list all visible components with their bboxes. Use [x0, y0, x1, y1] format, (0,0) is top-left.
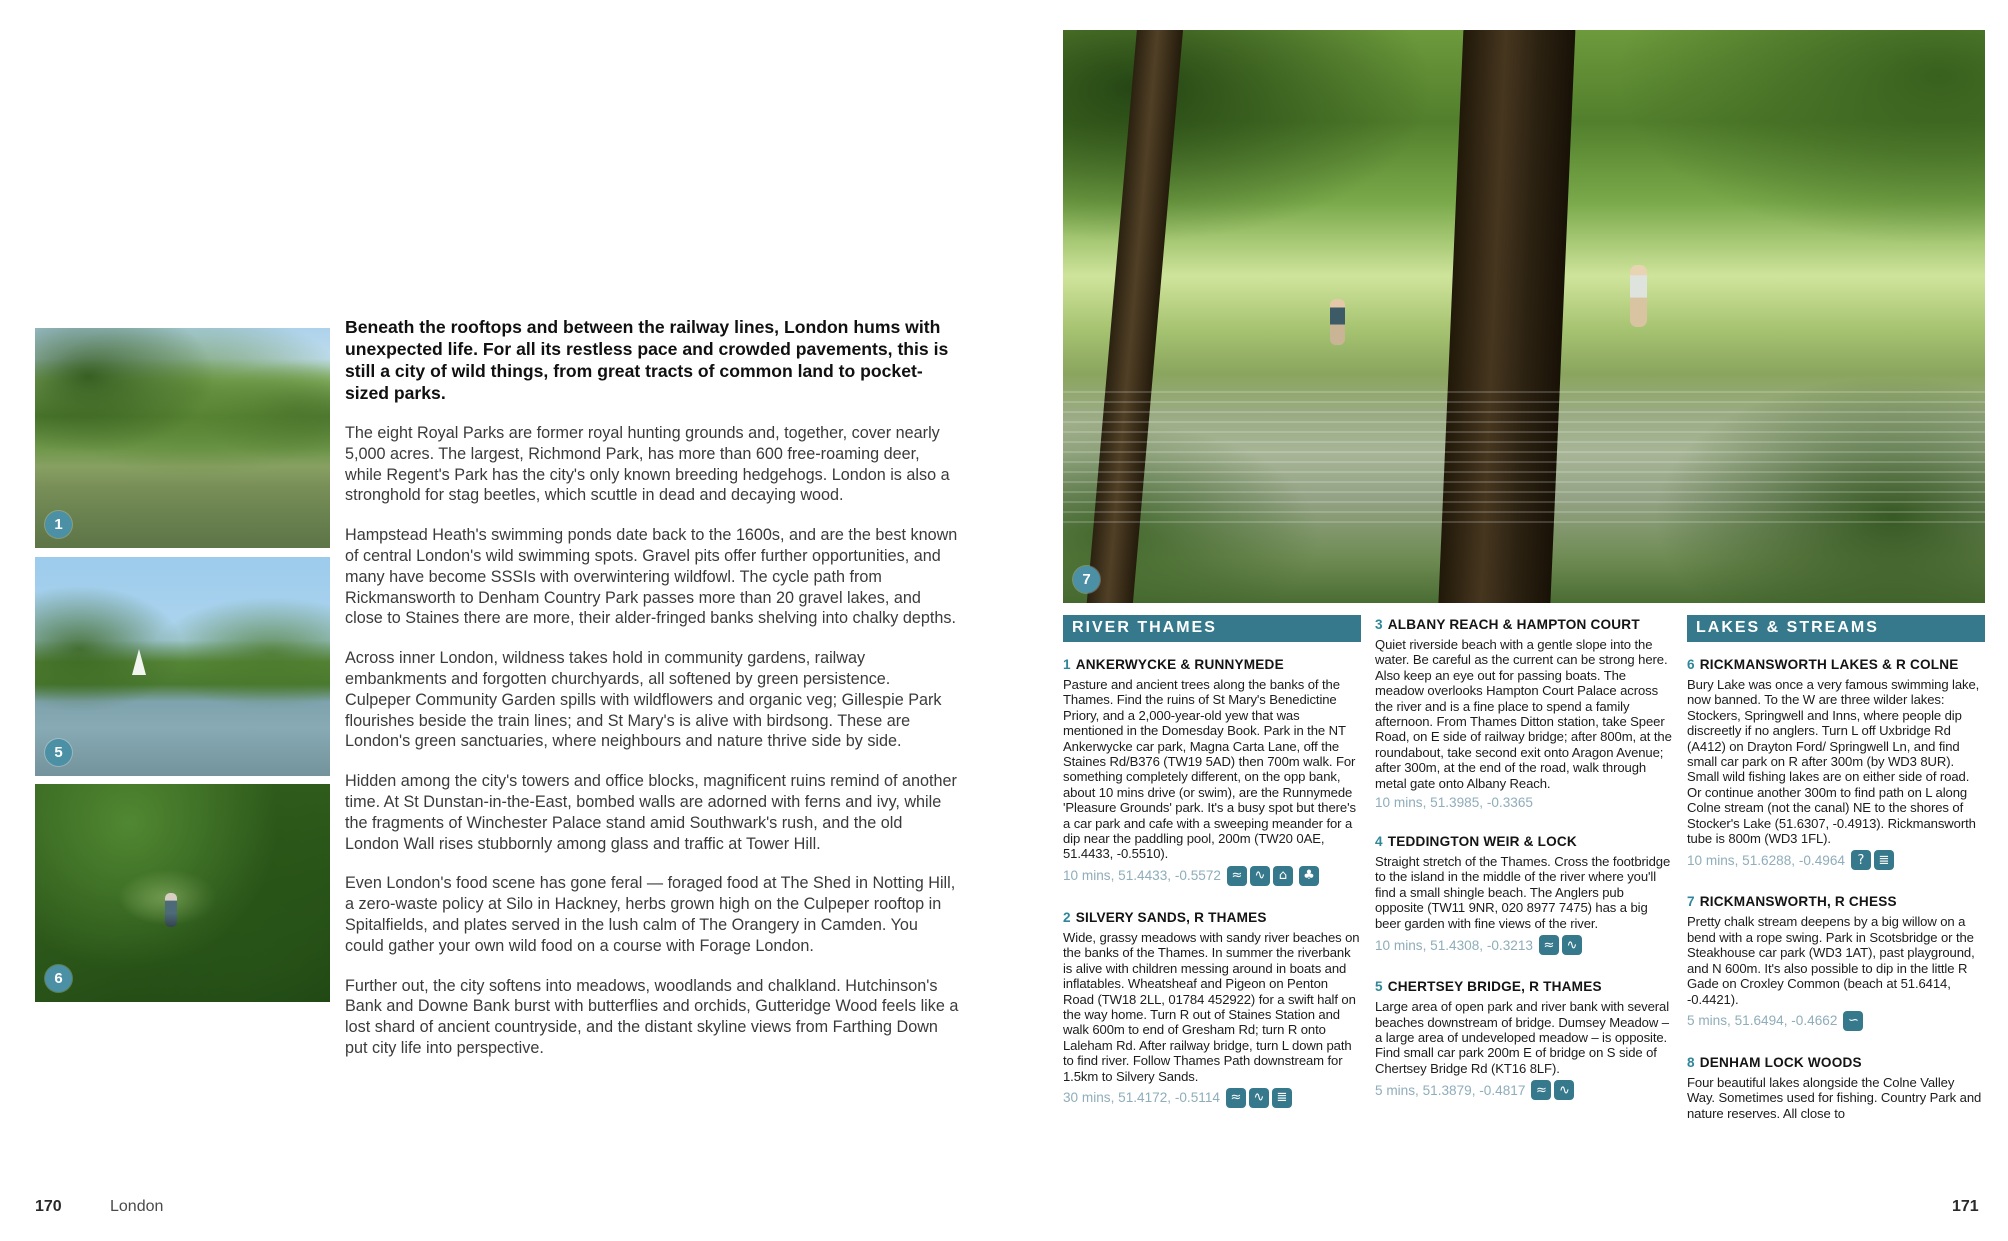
entry-title: 7 RICKMANSWORTH, R CHESS [1687, 894, 1897, 910]
photo-stream-wading-children [1063, 30, 1985, 603]
walk-time-coordinates: 10 mins, 51.4433, -0.5572 [1063, 868, 1221, 884]
entry-meta [1063, 1088, 1361, 1108]
walk-time-coordinates: 10 mins, 51.6288, -0.4964 [1687, 852, 1845, 868]
canoe-icon: ∿ [1250, 866, 1270, 886]
entry-meta [1375, 935, 1673, 955]
tree-icon: ♣ [1299, 866, 1319, 886]
section-header-river-thames: RIVER THAMES [1063, 615, 1361, 642]
water-reflection [1063, 391, 1985, 523]
listing-entry [1687, 1055, 1985, 1121]
listing-entry [1375, 979, 1673, 1100]
swimming-icon: ≈ [1226, 1088, 1246, 1108]
body-paragraph: The eight Royal Parks are former royal hunting grounds and, together, cover nearly 5,000 acres. The largest, Richmond Park, has more than 600 free-roaming deer, while Regent's Park has the city's only known breeding hedgehogs. London is also a stronghold for stag beetles, which scuttle in dead and decaying wood. [345, 424, 950, 505]
photo-lake-sailboat [35, 557, 330, 776]
walk-time-coordinates: 10 mins, 51.4308, -0.3213 [1375, 937, 1533, 953]
entry-number: 8 [1687, 1054, 1695, 1070]
entry-meta [1063, 866, 1361, 886]
entry-number: 1 [1063, 657, 1071, 672]
canoe-icon: ∿ [1562, 935, 1582, 955]
listing-entry [1375, 834, 1673, 955]
page-number-left: 170 [35, 1198, 62, 1215]
train-icon: ≣ [1874, 850, 1894, 870]
wading-child [1630, 265, 1647, 327]
photo-pond-foliage [35, 784, 330, 1002]
canoe-icon: ∿ [1554, 1080, 1574, 1100]
listing-entry [1063, 657, 1361, 886]
photo-riverside-trees [35, 328, 330, 548]
chapter-label: London [110, 1198, 164, 1215]
photo-number-badge: 6 [45, 965, 72, 992]
entry-title: 2 SILVERY SANDS, R THAMES [1063, 909, 1267, 925]
entry-title: 6 RICKMANSWORTH LAKES & R COLNE [1687, 657, 1959, 672]
entry-title: 4 TEDDINGTON WEIR & LOCK [1375, 834, 1577, 850]
entry-title: 8 DENHAM LOCK WOODS [1687, 1054, 1862, 1070]
train-icon: ≣ [1272, 1088, 1292, 1108]
wading-child [1330, 299, 1345, 345]
family-icon: ⌂ [1273, 866, 1293, 886]
entry-description: Bury Lake was once a very famous swimming lake, now banned. To the W are three wilder lakes: Stockers, Springwell and Inns, where people dip discreetly if no anglers. Turn L off Uxbridge Rd (A412) on Drayton Ford/ Springwell Ln, and find small car park on R after 300m (by WD3 8UR). Small wild fishing lakes are on either side of road. Or continue another 300m to find path on L along Colne stream (not the canal) NE to the shores of Stocker's Lake (51.6307, -0.4913). Rickmansworth tube is 800m (WD3 1FL). [1687, 677, 1980, 847]
listing-entry [1687, 657, 1985, 870]
entry-title: 5 CHERTSEY BRIDGE, R THAMES [1375, 979, 1602, 995]
walk-time-coordinates: 10 mins, 51.3985, -0.3365 [1375, 795, 1533, 811]
lead-paragraph: Beneath the rooftops and between the railway lines, London hums with unexpected life. For all its restless pace and crowded pavements, this is still a city of wild things, from great tracts of common land to pocket-sized parks. [345, 317, 949, 403]
entry-meta [1375, 795, 1673, 810]
body-paragraph: Hidden among the city's towers and office blocks, magnificent ruins remind of another time. At St Dunstan-in-the-East, bombed walls are adorned with ferns and ivy, while the fragments of Winchester Palace stand amid Southwark's rush, and the old London Wall rises stubbornly among glass and traffic at Tower Hill. [345, 772, 957, 853]
listing-column-3 [1687, 615, 1985, 1145]
listing-entry [1375, 617, 1673, 810]
body-paragraph: Across inner London, wildness takes hold in community gardens, railway embankments and forgotten churchyards, all softened by green persistence. Culpeper Community Garden spills with wildflowers and organic veg; Gillespie Park flourishes beside the train lines; and St Mary's is alive with birdsong. These are London's green sanctuaries, where neighbours and nature thrive side by side. [345, 649, 942, 751]
question-icon: ? [1851, 850, 1871, 870]
entry-title: 3 ALBANY REACH & HAMPTON COURT [1375, 617, 1640, 632]
entry-meta [1687, 850, 1985, 870]
walk-time-coordinates: 5 mins, 51.6494, -0.4662 [1687, 1013, 1838, 1029]
entry-meta [1687, 1011, 1985, 1031]
entry-description: Pasture and ancient trees along the banks of the Thames. Find the ruins of St Mary's Benedictine Priory, and a 2,000-year-old yew that was mentioned in the Domesday Book. Park in the NT Ankerwycke car park, Magna Carta Lane, off the Staines Rd/B376 (TW19 5AD) then 700m walk. For something completely different, on the opp bank, about 10 mins drive (or swim), are the Runnymede 'Pleasure Grounds' park. It's a busy spot but there's a car park and cafe with a sweeping meander for a dip near the paddling pool, 200m (TW20 0AE, 51.4433, -0.5510). [1063, 677, 1356, 862]
section-header-lakes-streams: LAKES & STREAMS [1687, 615, 1985, 642]
walk-time-coordinates: 30 mins, 51.4172, -0.5114 [1063, 1090, 1220, 1106]
listing-column-1 [1063, 615, 1361, 1132]
listing-entry [1687, 894, 1985, 1030]
swimming-icon: ≈ [1227, 866, 1247, 886]
person-silhouette [165, 893, 177, 927]
listing-column-2 [1375, 617, 1673, 1124]
body-paragraph: Even London's food scene has gone feral — foraged food at The Shed in Notting Hill, a zero-waste policy at Silo in Hackney, herbs grown high on the Culpeper rooftop in Spitalfields, and plates served in the lush calm of The Orangery in Camden. You could gather your own wild food on a course with Forage London. [345, 874, 956, 955]
entry-description: Pretty chalk stream deepens by a big willow on a bend with a rope swing. Park in Scotsbridge or the Steakhouse car park (WD3 1AT), past playground, and N 600m. It's also possible to dip in the little R Gade on Croxley Common (beach at 51.6414, -0.4421). [1687, 914, 1975, 1007]
entry-title: 1 ANKERWYCKE & RUNNYMEDE [1063, 657, 1284, 672]
entry-number: 5 [1375, 979, 1383, 995]
intro-text-column [345, 316, 959, 1078]
entry-number: 3 [1375, 617, 1383, 632]
body-paragraph: Further out, the city softens into meadows, woodlands and chalkland. Hutchinson's Bank and Downe Bank burst with butterflies and orchids, Gutteridge Wood feels like a lost shard of ancient countryside, and the distant skyline views from Farthing Down put city life into perspective. [345, 976, 959, 1057]
canoe-icon: ∿ [1249, 1088, 1269, 1108]
page-number-right: 171 [1952, 1198, 1979, 1215]
sailboat-icon [132, 649, 146, 675]
entry-description: Quiet riverside beach with a gentle slope into the water. Be careful as the current can be strong here. Also keep an eye out for passing boats. The meadow overlooks Hampton Court Palace across the river and is a fine place to spend a family afternoon. From Thames Ditton station, take Speer Road, on E side of railway bridge; after 800m, at the roundabout, take second exit onto Aragon Avenue; after 300m, at the end of the road, walk through metal gate onto Albany Reach. [1375, 637, 1672, 791]
body-paragraph: Hampstead Heath's swimming ponds date back to the 1600s, and are the best known of central London's wild swimming spots. Gravel pits offer further opportunities, and many have become SSSIs with overwintering wildfowl. The cycle path from Rickmansworth to Denham Country Park passes more than 20 gravel lakes, and close to Staines there are more, their alder-fringed banks shelving into chalky depths. [345, 526, 958, 628]
entry-description: Wide, grassy meadows with sandy river beaches on the banks of the Thames. In summer the riverbank is alive with children messing around in boats and inflatables. Wheatsheaf and Pigeon on Penton Road (TW18 2LL, 01784 452922) for a swift half on the way home. Turn R out of Staines Station and walk 600m to end of Gresham Rd; turn R onto Laleham Rd. After railway bridge, turn L down path to find river. Follow Thames Path downstream for 1.5km to Silvery Sands. [1063, 929, 1360, 1084]
entry-description: Straight stretch of the Thames. Cross the footbridge to the island in the middle of the river where you'll find a small shingle beach. The Anglers pub opposite (TW11 9NR, 020 8977 7475) has a big beer garden with fine views of the river. [1375, 854, 1671, 931]
photo-number-badge: 1 [45, 511, 72, 538]
entry-description: Large area of open park and river bank with several beaches downstream of bridge. Dumsey Meadow – a large area of undeveloped meadow – is opposite. Find small car park 200m E of bridge on S side of Chertsey Bridge Rd (KT16 8LF). [1375, 999, 1670, 1076]
photo-number-badge: 5 [45, 739, 72, 766]
entry-number: 4 [1375, 834, 1383, 850]
swimming-icon: ≈ [1531, 1080, 1551, 1100]
walk-time-coordinates: 5 mins, 51.3879, -0.4817 [1375, 1082, 1526, 1098]
listing-entry [1063, 910, 1361, 1108]
entry-description: Four beautiful lakes alongside the Colne Valley Way. Sometimes used for fishing. Country Park and nature reserves. All close to [1687, 1074, 1982, 1121]
entry-number: 6 [1687, 657, 1695, 672]
swimming-icon: ≈ [1539, 935, 1559, 955]
paddling-icon: ∽ [1843, 1011, 1863, 1031]
photo-number-badge: 7 [1073, 566, 1100, 593]
entry-meta [1375, 1080, 1673, 1100]
entry-number: 2 [1063, 909, 1071, 925]
entry-number: 7 [1687, 894, 1695, 910]
